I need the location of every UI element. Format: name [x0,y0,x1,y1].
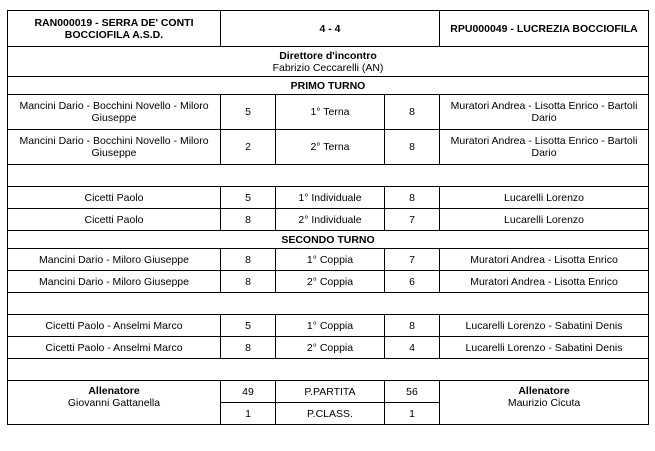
header-row [8,11,649,47]
table-row [8,130,649,165]
home-partita-points: 49 [221,381,276,403]
director-cell [8,47,649,77]
table-row [8,271,649,293]
home-players: Mancini Dario - Miloro Giuseppe [8,271,221,293]
away-players: Muratori Andrea - Lisotta Enrico [440,271,649,293]
footer-row-partita [8,381,649,403]
away-coach-cell [440,381,649,425]
home-coach-cell [8,381,221,425]
match-report-table [7,10,649,425]
game-label: 2° Coppia [276,271,385,293]
away-team: RPU000049 - LUCREZIA BOCCIOFILA [440,11,649,47]
home-score: 8 [221,271,276,293]
first-round-row [8,77,649,95]
away-score: 8 [385,95,440,130]
away-score: 8 [385,130,440,165]
home-coach-label: Allenatore [88,385,140,397]
table-row [8,249,649,271]
away-score: 8 [385,315,440,337]
home-score: 2 [221,130,276,165]
table-row [8,337,649,359]
home-score: 5 [221,187,276,209]
game-label: 1° Individuale [276,187,385,209]
away-score: 6 [385,271,440,293]
second-round-row [8,231,649,249]
game-label: 1° Coppia [276,249,385,271]
match-score: 4 - 4 [221,11,440,47]
away-score: 7 [385,249,440,271]
director-name: Fabrizio Ceccarelli (AN) [272,61,384,74]
table-row [8,209,649,231]
home-score: 5 [221,315,276,337]
away-partita-points: 56 [385,381,440,403]
home-players: Cicetti Paolo - Anselmi Marco [8,337,221,359]
away-score: 7 [385,209,440,231]
home-team: RAN000019 - SERRA DE' CONTI BOCCIOFILA A.S.D. [8,11,221,47]
spacer-row [8,359,649,381]
home-players: Cicetti Paolo [8,187,221,209]
away-players: Muratori Andrea - Lisotta Enrico [440,249,649,271]
away-players: Lucarelli Lorenzo [440,187,649,209]
home-coach-name: Giovanni Gattanella [67,397,161,409]
away-players: Lucarelli Lorenzo [440,209,649,231]
table-row [8,187,649,209]
spacer-row [8,165,649,187]
away-players: Lucarelli Lorenzo - Sabatini Denis [440,337,649,359]
away-coach-name: Maurizio Cicuta [507,397,581,409]
table-row [8,95,649,130]
director-label: Direttore d'incontro [279,49,377,62]
home-players: Mancini Dario - Miloro Giuseppe [8,249,221,271]
home-score: 5 [221,95,276,130]
home-score: 8 [221,337,276,359]
away-players: Muratori Andrea - Lisotta Enrico - Bartoli Dario [440,130,649,165]
spacer-row [8,293,649,315]
away-players: Muratori Andrea - Lisotta Enrico - Bartoli Dario [440,95,649,130]
home-players: Cicetti Paolo [8,209,221,231]
second-round-title: SECONDO TURNO [8,231,649,249]
game-label: 2° Coppia [276,337,385,359]
away-score: 4 [385,337,440,359]
game-label: 1° Terna [276,95,385,130]
first-round-title: PRIMO TURNO [8,77,649,95]
away-players: Lucarelli Lorenzo - Sabatini Denis [440,315,649,337]
away-score: 8 [385,187,440,209]
away-coach-label: Allenatore [518,385,570,397]
game-label: 2° Terna [276,130,385,165]
game-label: 1° Coppia [276,315,385,337]
home-class-points: 1 [221,403,276,425]
director-row [8,47,649,77]
table-row [8,315,649,337]
home-score: 8 [221,209,276,231]
away-class-points: 1 [385,403,440,425]
home-players: Mancini Dario - Bocchini Novello - Miloro Giuseppe [8,130,221,165]
game-label: 2° Individuale [276,209,385,231]
class-label: P.CLASS. [276,403,385,425]
home-players: Cicetti Paolo - Anselmi Marco [8,315,221,337]
home-score: 8 [221,249,276,271]
home-players: Mancini Dario - Bocchini Novello - Miloro Giuseppe [8,95,221,130]
partita-label: P.PARTITA [276,381,385,403]
